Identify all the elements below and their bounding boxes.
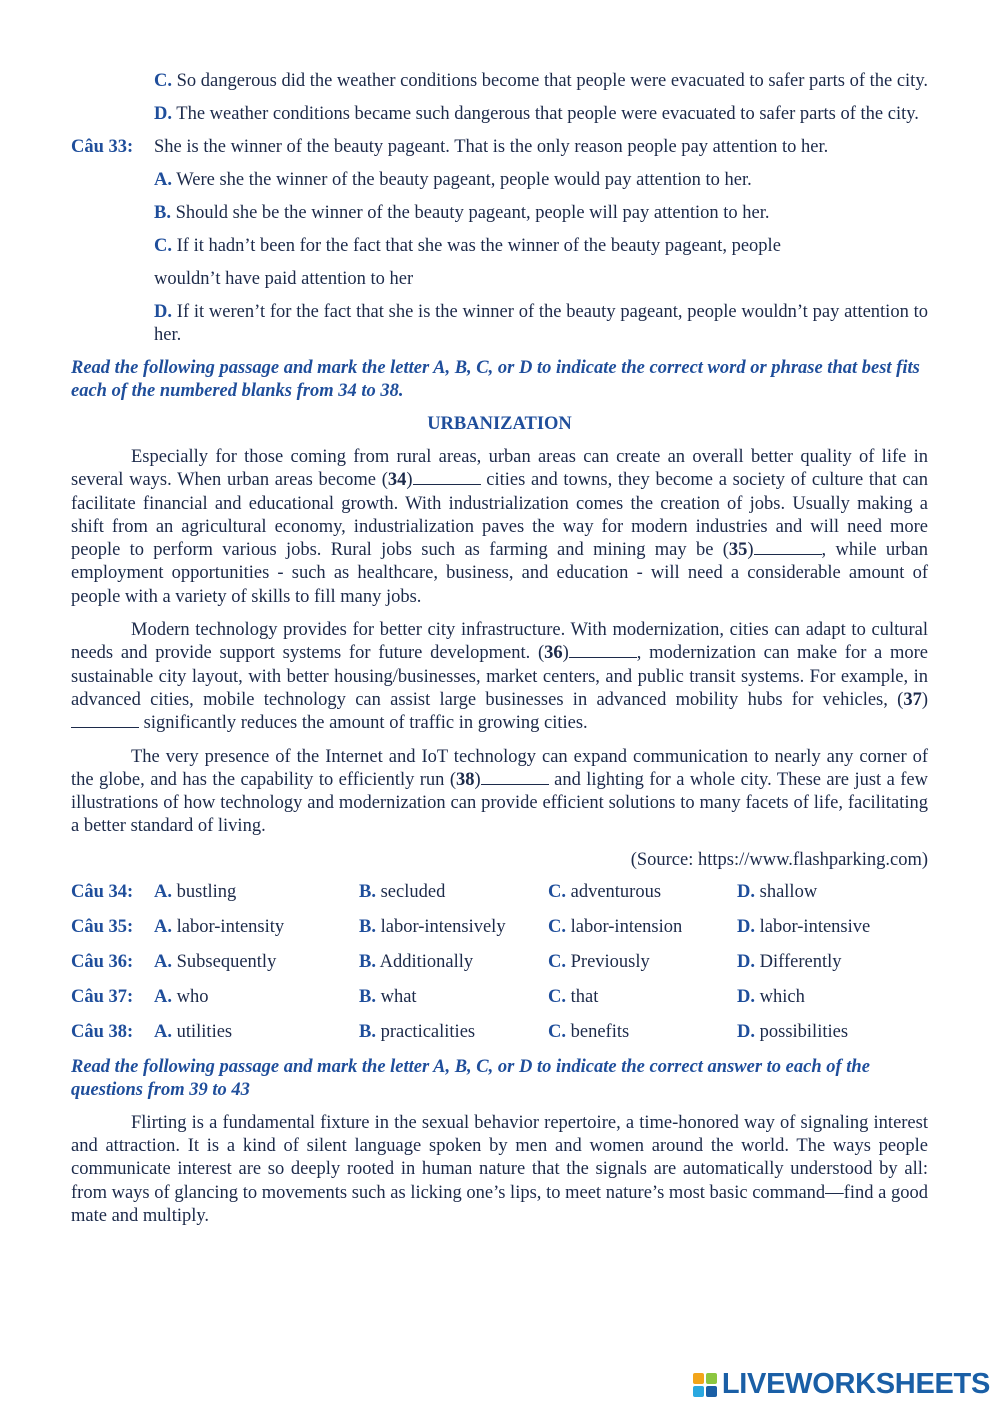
- answer-choice-a[interactable]: [154, 1021, 359, 1044]
- option-text: wouldn’t have paid attention to her: [154, 269, 414, 289]
- answer-choice-b[interactable]: [359, 951, 548, 974]
- choice-letter: D.: [737, 986, 755, 1007]
- choice-text: possibilities: [759, 1021, 849, 1042]
- choice-letter: A.: [154, 951, 172, 972]
- answer-choice-b[interactable]: [359, 916, 548, 939]
- answer-choice-c[interactable]: [548, 916, 737, 939]
- answer-choice-c[interactable]: [548, 951, 737, 974]
- choice-letter: A.: [154, 916, 172, 937]
- choice-letter: C.: [548, 951, 566, 972]
- option-text: Should she be the winner of the beauty pageant, people will pay attention to her.: [175, 203, 770, 223]
- q33-option-b[interactable]: [71, 202, 928, 225]
- answer-row: [71, 881, 928, 904]
- passage-text: ): [474, 769, 481, 790]
- blank-number: 37: [903, 689, 922, 710]
- choice-letter: D.: [737, 951, 755, 972]
- answer-choice-b[interactable]: [359, 881, 548, 904]
- passage-paragraph: [71, 446, 928, 609]
- choice-letter: B.: [359, 1021, 376, 1042]
- choice-letter: B.: [359, 916, 376, 937]
- passage-text: , while urban employment opportunities - such as healthcare, business, and education - will need a considerable amount of people with a variety of skills to fill many jobs.: [71, 540, 928, 607]
- passage-text: The very presence of the Internet and IoT technology can expand communication to nearly any corner of the globe, and has the capability to efficiently run (: [71, 746, 928, 790]
- blank-34-input[interactable]: [413, 470, 481, 485]
- choice-text: adventurous: [570, 881, 662, 902]
- blank-38-input[interactable]: [481, 770, 549, 785]
- answer-row: [71, 916, 928, 939]
- answer-choice-d[interactable]: [737, 916, 928, 939]
- passage-paragraph: Flirting is a fundamental fixture in the sexual behavior repertoire, a time-honored way of signaling interest and attraction. It is a kind of silent language spoken by men and women around the world. The ways people communicate interest are so deeply rooted in human nature that the signals are automatically understood by all: from ways of glancing to movements such as licking one’s lips, to meet nature’s most basic command—find a good mate and multiply.: [71, 1112, 928, 1226]
- option-text: The weather conditions became such dangerous that people were evacuated to safer parts of the city.: [176, 104, 919, 124]
- question-label: Câu 37:: [71, 986, 134, 1007]
- passage-title: URBANIZATION: [427, 414, 572, 434]
- option-text: If it hadn’t been for the fact that she was the winner of the beauty pageant, people: [176, 236, 781, 256]
- passage-text: Modern technology provides for better city infrastructure. With modernization, cities can adapt to cultural needs and provide support systems for future development. (: [71, 620, 928, 664]
- choice-letter: B.: [359, 986, 376, 1007]
- question-label: Câu 35:: [71, 916, 134, 937]
- answer-choice-c[interactable]: [548, 881, 737, 904]
- section-instruction: Read the following passage and mark the letter A, B, C, or D to indicate the correct answer to each of the questions from 39 to 43: [71, 1056, 870, 1100]
- q33-option-c[interactable]: [71, 235, 928, 258]
- passage-text: and lighting for a whole city. These are just a few illustrations of how technology and modernization can provide efficient solutions to many facets of life, facilitating a better standard of living.: [71, 769, 928, 837]
- q33-option-c-continued: [71, 268, 928, 291]
- choice-letter: A.: [154, 881, 172, 902]
- option-letter: A.: [154, 170, 172, 190]
- question-33: [71, 136, 928, 159]
- logo-square-icon: [693, 1386, 704, 1397]
- choice-letter: B.: [359, 951, 376, 972]
- choice-letter: C.: [548, 986, 566, 1007]
- blank-36-input[interactable]: [569, 643, 637, 658]
- choice-text: labor-intensity: [176, 916, 285, 937]
- choice-text: secluded: [380, 881, 446, 902]
- option-text: If it weren’t for the fact that she is the winner of the beauty pageant, people wouldn’t pay attention to her.: [154, 302, 928, 345]
- answer-row: [71, 951, 928, 974]
- choice-letter: B.: [359, 881, 376, 902]
- logo-mark-icon: [693, 1373, 717, 1397]
- answer-choice-b[interactable]: [359, 1021, 548, 1044]
- answer-choice-d[interactable]: [737, 881, 928, 904]
- answer-row: [71, 1021, 928, 1044]
- answer-choice-a[interactable]: [154, 986, 359, 1009]
- choice-letter: C.: [548, 1021, 566, 1042]
- passage-text: Especially for those coming from rural areas, urban areas can create an overall better quality of life in several ways. When urban areas become (: [71, 447, 928, 491]
- choice-text: which: [759, 986, 805, 1007]
- option-letter: B.: [154, 203, 171, 223]
- passage-text: ): [562, 643, 569, 664]
- answer-choice-d[interactable]: [737, 986, 928, 1009]
- passage-text: ): [406, 470, 413, 491]
- blank-37-input[interactable]: [71, 713, 139, 728]
- question-label: Câu 33:: [71, 137, 134, 157]
- section-instruction: Read the following passage and mark the letter A, B, C, or D to indicate the correct word or phrase that best fits each of the numbered blanks from 34 to 38.: [71, 358, 920, 401]
- q33-option-d[interactable]: [71, 301, 928, 347]
- answer-choice-a[interactable]: [154, 951, 359, 974]
- passage-text: cities and towns, they become a society of culture that can facilitate financial and educational growth. With industrialization comes the creation of jobs. Usually making a shift from an agricultural economy, industrialization paves the way for modern industries and will need more people to perform various jobs. Rural jobs such as farming and mining may be (: [71, 470, 928, 561]
- choice-text: what: [380, 986, 417, 1007]
- passage-text: significantly reduces the amount of traffic in growing cities.: [139, 713, 588, 734]
- answer-choice-a[interactable]: [154, 916, 359, 939]
- choice-text: labor-intensive: [759, 916, 871, 937]
- blank-number: 36: [544, 643, 563, 664]
- logo-square-icon: [706, 1386, 717, 1397]
- choice-text: bustling: [176, 881, 237, 902]
- choice-letter: A.: [154, 986, 172, 1007]
- choice-text: that: [570, 986, 599, 1007]
- choice-text: labor-intensively: [380, 916, 506, 937]
- logo-text: LIVEWORKSHEETS: [721, 1368, 990, 1400]
- answer-choice-a[interactable]: [154, 881, 359, 904]
- choice-letter: C.: [548, 881, 566, 902]
- choice-text: benefits: [570, 1021, 630, 1042]
- passage-text: ): [921, 689, 928, 710]
- option-text: So dangerous did the weather conditions become that people were evacuated to safer parts of the city.: [176, 71, 928, 91]
- option-letter: D.: [154, 302, 172, 322]
- question-label: Câu 36:: [71, 951, 134, 972]
- logo-square-icon: [706, 1373, 717, 1384]
- q32-option-c[interactable]: [71, 70, 928, 93]
- choice-text: utilities: [176, 1021, 233, 1042]
- question-label: Câu 38:: [71, 1021, 134, 1042]
- passage-paragraph: [71, 746, 928, 839]
- choice-text: shallow: [759, 881, 818, 902]
- q32-option-d[interactable]: [71, 103, 928, 126]
- choice-text: Additionally: [379, 951, 474, 972]
- answer-choice-c[interactable]: [548, 986, 737, 1009]
- answer-table: [71, 881, 928, 1044]
- blank-35-input[interactable]: [754, 540, 822, 555]
- option-letter: D.: [154, 104, 172, 124]
- answer-choice-b[interactable]: [359, 986, 548, 1009]
- choice-text: Differently: [759, 951, 842, 972]
- choice-letter: D.: [737, 881, 755, 902]
- q33-option-a[interactable]: [71, 169, 928, 192]
- question-stem: She is the winner of the beauty pageant. That is the only reason people pay attention to her.: [154, 137, 829, 157]
- answer-choice-d[interactable]: [737, 951, 928, 974]
- logo-square-icon: [693, 1373, 704, 1384]
- option-letter: C.: [154, 71, 172, 91]
- choice-text: practicalities: [380, 1021, 476, 1042]
- choice-letter: A.: [154, 1021, 172, 1042]
- blank-number: 34: [387, 470, 407, 491]
- choice-text: Subsequently: [176, 951, 277, 972]
- answer-choice-c[interactable]: [548, 1021, 737, 1044]
- option-text: Were she the winner of the beauty pageant, people would pay attention to her.: [176, 170, 752, 190]
- choice-letter: C.: [548, 916, 566, 937]
- passage-text: , modernization can make for a more sustainable city layout, with better housing/businesses, market centers, and public transit systems. For example, in advanced cities, mobile technology can assist large businesses in advanced mobility hubs for vehicles, (: [71, 643, 928, 710]
- question-label: Câu 34:: [71, 881, 134, 902]
- passage-paragraph: [71, 619, 928, 735]
- option-letter: C.: [154, 236, 172, 256]
- choice-text: labor-intension: [570, 916, 683, 937]
- blank-number: 35: [728, 540, 748, 561]
- choice-letter: D.: [737, 916, 755, 937]
- blank-number: 38: [456, 769, 475, 790]
- passage-text: ): [747, 540, 754, 561]
- page-content: [71, 70, 928, 1238]
- passage-source: (Source: https://www.flashparking.com): [630, 849, 928, 870]
- answer-row: [71, 986, 928, 1009]
- choice-letter: D.: [737, 1021, 755, 1042]
- choice-text: Previously: [570, 951, 650, 972]
- choice-text: who: [176, 986, 209, 1007]
- answer-choice-d[interactable]: [737, 1021, 928, 1044]
- liveworksheets-logo: [693, 1368, 990, 1401]
